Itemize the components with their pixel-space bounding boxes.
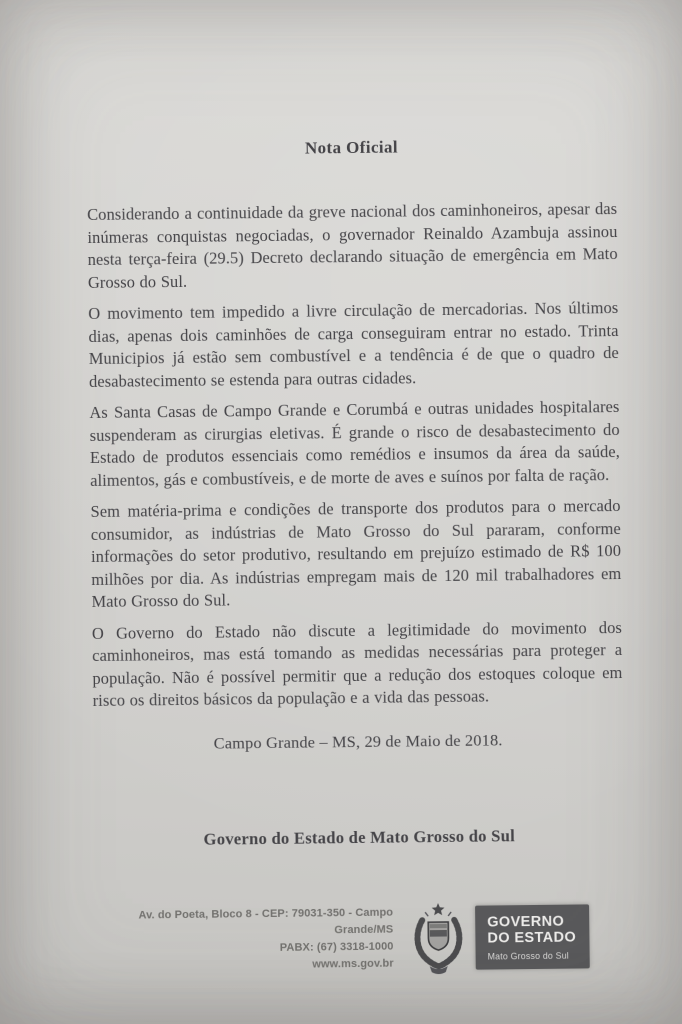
government-logo-box (475, 904, 590, 969)
signature-line: Governo do Estado de Mato Grosso do Sul (203, 825, 516, 849)
logo-line-governo: GOVERNO (487, 913, 565, 931)
footer-phone-line: PABX: (67) 3318-1000 (279, 940, 394, 954)
paragraph-3: As Santa Casas de Campo Grande e Corumbá e outras unidades hospitalares suspenderam as cirurgias eletivas. É grande o risco de desabastecimento do Estado de produtos essenciais como remédios e insumos da área da saúde, alimentos, gás e combustíveis, e de morte de aves e suínos por falta de ração. (89, 396, 621, 490)
dateline: Campo Grande – MS, 29 de Maio de 2018. (213, 729, 503, 753)
logo-line-mato-grosso: Mato Grosso do Sul (487, 950, 570, 962)
document-title: Nota Oficial (304, 137, 399, 158)
footer-address-line: Av. do Poeta, Bloco 8 - CEP: 79031-350 - Campo Grande/MS (138, 906, 394, 936)
footer-website: www.ms.gov.br (312, 957, 394, 971)
paragraph-2: O movimento tem impedido a livre circulação de mercadorias. Nos últimos dias, apenas dois caminhões de carga conseguiram entrar no estado. Trinta Municipios já estão sem combustível e a tendência é de que o quadro de desabastecimento se estenda para outras cidades. (88, 298, 619, 391)
footer-address (95, 904, 394, 975)
paragraph-4: Sem matéria-prima e condições de transporte dos produtos para o mercado consumidor, as indústrias de Mato Grosso do Sul pararam, conforme informações do setor produtivo, resultando em prejuízo estimado de R$ 100 milhões por dia. As indústrias empregam mais de 120 mil trabalhadores em Mato Grosso do Sul. (90, 495, 622, 611)
letterhead-footer (95, 897, 626, 979)
official-note-sheet (85, 0, 627, 1024)
coat-of-arms-icon (411, 899, 466, 976)
paragraph-1: Considerando a continuidade da greve nacional dos caminhoneiros, apesar das inúmeras conquistas negociadas, o governador Reinaldo Azambuja assinou nesta terça-feira (29.5) Decreto declarando situação de emergência em Mato Grosso do Sul. (87, 199, 618, 292)
paragraph-5: O Governo do Estado não discute a legitimidade do movimento dos caminhoneiros, mas está tomando as medidas necessárias para proteger a população. Não é possível permitir que a redução dos estoques coloque em risco os direitos básicos da população e a vida das pessoas. (91, 617, 623, 710)
logo-line-do-estado: DO ESTADO (487, 929, 577, 947)
